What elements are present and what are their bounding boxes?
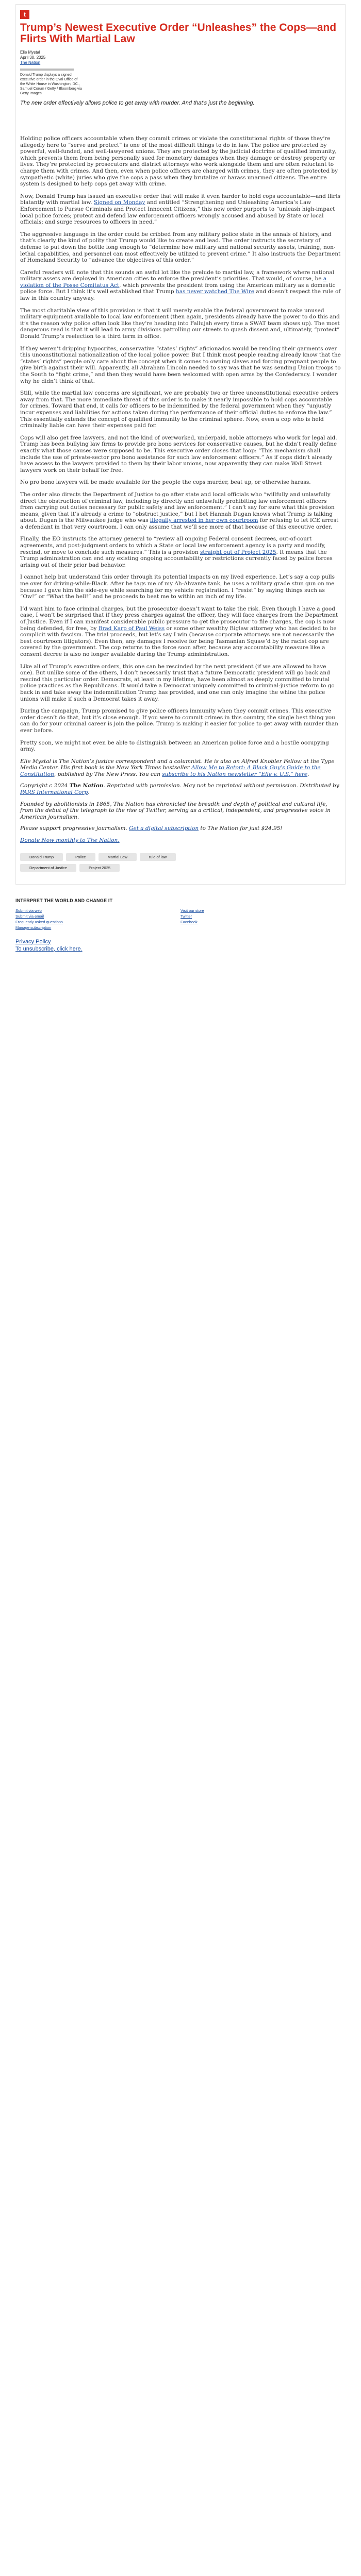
- text-run: and entitled “Strengthening and Unleashing America’s Law Enforcement to Pursue Criminals and Protect Innocent Citizens,” this new order purports to “unleash high-impact local police forces; protect and defend law enforcement officers wrongly accused and abused by State or local officials; and surge resources to officers in need.”: [20, 199, 335, 226]
- interpret-links: [15, 908, 346, 930]
- text-run: . Reprinted with permission. May not be reprinted without permission. Distributed by: [103, 783, 339, 789]
- text-run: Careful readers will note that this sounds an awful lot like the prelude to martial law, a framework where national military assets are deployed in American cities to enforce the president’s priorities. That would, of course, be: [20, 269, 335, 282]
- article-container: [15, 4, 346, 885]
- interpret-link[interactable]: Facebook: [180, 919, 198, 924]
- text-run: I cannot help but understand this order through its potential impacts on my lived experience. Let’s say a cop pulls me over for driving-while-Black. After he tags me of my Ah-Ahvante tank, he uses a military grade stun gun on me because I gave him the side-eye while searching for my vehicle registration. I “resist” by saying things such as “Ow!” or “What the hell!” and he proceeds to beat me to within an inch of my life.: [20, 574, 335, 600]
- tag-pill[interactable]: Project 2025: [79, 864, 120, 872]
- inline-link[interactable]: straight out of Project 2025: [200, 549, 276, 555]
- footer: [15, 938, 346, 953]
- text-run: or some other wealthy Biglaw attorney who has decided to be complicit with fascism. The trial proceeds, but let’s say I win (because corporate attorneys are not necessarily the best courtroom litigators). Even then, any damages I receive for being Tasmanian Squaw’d by the racist cop are covered by the government. The cop returns to the force soon after, because any accountability measure like a consent decree is also no longer available during the Trump administration.: [20, 625, 337, 657]
- body-paragraph-13: [20, 606, 341, 658]
- body-paragraph-14: [20, 664, 341, 703]
- bio-paragraph-1: [20, 758, 341, 778]
- outlet-link[interactable]: The Nation: [20, 60, 41, 65]
- inline-link[interactable]: Signed on Monday: [93, 199, 145, 206]
- inline-link[interactable]: Donate Now monthly to The Nation.: [20, 837, 120, 844]
- tag-pill[interactable]: Department of Justice: [20, 864, 76, 872]
- tag-pill[interactable]: Donald Trump: [20, 853, 63, 861]
- bio-paragraph-2: [20, 783, 341, 795]
- body-paragraph-5: [20, 308, 341, 340]
- interpret-link[interactable]: Twitter: [180, 913, 192, 919]
- interpret-link[interactable]: Manage subscription: [15, 925, 52, 930]
- bio-paragraph-4: [20, 825, 341, 832]
- inline-link[interactable]: Allow Me to Retort: A Black Guy’s Guide to the Constitution: [20, 765, 321, 777]
- body-paragraph-4: [20, 269, 341, 302]
- tag-pill[interactable]: rule of law: [140, 853, 176, 861]
- text-run: Elie Mystal is The Nation’s justice correspondent and a columnist. He is also an Alfred Knobler Fellow at the Type Media Center. His first book is the New York Times bestseller: [20, 758, 335, 771]
- publish-date: April 30, 2025: [20, 55, 46, 60]
- article-image: [20, 69, 74, 71]
- tag-pill[interactable]: Martial Law: [99, 853, 137, 861]
- text-run: .: [88, 789, 90, 796]
- text-run: .: [307, 771, 309, 777]
- inline-link[interactable]: PARS International Corp: [20, 789, 88, 796]
- body-paragraph-12: [20, 574, 341, 600]
- bold-text: The Nation: [69, 783, 104, 789]
- body-paragraph-6: [20, 346, 341, 385]
- image-caption: Donald Trump displays a signed executive order in the Oval Office of the White House in Washington, DC., Samuel Corum / Getty / Bloomberg via Getty Images: [20, 73, 82, 95]
- text-run: I’d want him to face criminal charges, but the prosecutor doesn’t want to take the risk. Even though I have a good case, I won’t be surprised that if they press charges against the officer, they will face charges from the Department of Justice. Even if I can manifest considerable public pressure to get the prosecutor to file charges, the cop is now being defended, for free, by: [20, 605, 338, 632]
- body-paragraph-3: [20, 231, 341, 264]
- text-run: Pretty soon, we might not even be able to distinguish between an American police force and a hostile occupying army.: [20, 739, 329, 753]
- text-run: The order also directs the Department of Justice to go after state and local officials who “willfully and unlawfully direct the obstruction of criminal law, including by directly and unlawfully prohibiting law enforcement officers from carrying out duties necessary for public safety and law enforcement.” I can’t say for sure what this provision means, given that it’s already a crime to “obstruct justice,” but I bet Hannah Dugan knows what Trump is talking about. Dugan is the Milwaukee judge who was: [20, 491, 335, 524]
- body-paragraph-7: [20, 390, 341, 429]
- headline: Trump’s Newest Executive Order “Unleashes” the Cops—and Flirts With Martial Law: [20, 22, 337, 45]
- text-run: for refusing to let ICE arrest a defendant in that very courtroom. I can only assume that we’ll see more of that because of this executive order.: [20, 517, 339, 530]
- text-run: Copyright c 2024: [20, 783, 70, 789]
- body-paragraph-10: [20, 492, 341, 531]
- text-run: Finally, the EO instructs the attorney general to “review all ongoing Federal consent decrees, out-of-court agreements, and post-judgment orders to which a State or local law enforcement agency is a party and modify, rescind, or move to conclude such measures.” This is a provision: [20, 536, 326, 555]
- body-paragraph-16: [20, 740, 341, 753]
- inline-link[interactable]: Brad Karp of Paul Weiss: [98, 625, 165, 632]
- body-paragraph-9: [20, 479, 341, 486]
- interpret-link[interactable]: Submit via email: [15, 913, 44, 919]
- text-run: Cops will also get free lawyers, and not the kind of overworked, underpaid, noble attorneys who work for legal aid. Trump has been bullying law firms to provide pro bono services for conservative causes, but he didn’t really define exactly what those causes were supposed to be. This executive order closes that loop: “This mechanism shall include the use of private-sector pro bono assistance for such law enforcement officers.” As if cops didn’t already have access to the lawyers provided to them by their labor unions, now apparently they can make Wall Street lawyers work on their behalf for free.: [20, 434, 337, 473]
- article-dek: The new order effectively allows police to get away with murder. And that’s just the beginning.: [20, 100, 255, 106]
- interpret-link[interactable]: Frequently asked questions: [15, 919, 63, 924]
- bio-paragraph-3: [20, 801, 341, 821]
- inline-link[interactable]: illegally arrested in her own courtroom: [150, 517, 258, 524]
- article-body: [20, 135, 341, 753]
- bio-paragraph-5: [20, 837, 341, 844]
- author-name: Elie Mystal: [20, 50, 40, 55]
- body-paragraph-8: [20, 435, 341, 474]
- interpret-link[interactable]: Submit via web: [15, 908, 42, 913]
- text-run: Please support progressive journalism.: [20, 825, 129, 832]
- page: [15, 0, 346, 953]
- text-run: The most charitable view of this provision is that it will merely enable the federal government to make unused military equipment available to local law enforcement (then again, presidents already have the power to do this and it’s the reason why police often look like they’re heading into Fallujah every time a SWAT team shows up). The most dangerous read is that it will lead to army divisions patrolling our streets to quash dissent and, ultimately, “protect” Donald Trump’s reelection to a third term in office.: [20, 307, 340, 340]
- text-run: The aggressive language in the order could be cribbed from any military police state in the annals of history, and that’s clearly the kind of polity that Trump would like to create and lead. The order instructs the secretary of defense to put down the bottle long enough to “determine how military and national security assets, training, non-lethal capabilities, and personnel can most effectively be utilized to prevent crime.” It also instructs the Department of Homeland Security to “advance the objectives of this order.”: [20, 231, 341, 264]
- body-paragraph-1: [20, 135, 341, 188]
- text-run: , which prevents the president from using the American military as a domestic police force. But I think it’s well established that Trump: [20, 282, 336, 295]
- text-run: Still, while the martial law concerns are significant, we are probably two or three unconstitutional executive orders away from that. The more immediate threat of this order is to make it nearly impossible to hold cops accountable for crimes. Toward that end, it calls for officers to be indemnified by the federal government when they “unjustly incur expenses and liabilities for actions taken during the performance of their official duties to enforce the law.” This essentially extends the concept of qualified immunity to the criminal sphere. Now, even a cop who is held criminally liable can have their expenses paid for.: [20, 390, 339, 429]
- inline-link[interactable]: Get a digital subscription: [129, 825, 199, 832]
- interpret-section-title: INTERPRET THE WORLD AND CHANGE IT: [15, 897, 113, 903]
- nation-logo-icon[interactable]: t: [20, 10, 29, 19]
- text-run: Holding police officers accountable when they commit crimes or violate the constitutional rights of those they’re allegedly here to “serve and protect” is one of the most difficult things to do in law. The police are protected by powerful, well-funded, and well-lawyered unions. They are protected by the judicial doctrine of qualified immunity, which prevents them from being personally sued for monetary damages when they damage or destroy property or lives. They’re protected by prosecutors and district attorneys who work alongside them and are often reluctant to charge them with crimes. And then, even when police officers are charged with crimes, they are often protected by sympathetic (white) juries who give the cops a pass when they brutalize or harass unarmed citizens. The entire system is designed to help cops get away with crime.: [20, 135, 338, 188]
- text-run: No pro bono lawyers will be made available for the people the cops murder, beat up, or otherwise harass.: [20, 479, 311, 486]
- text-run: and doesn’t respect the rule of law in this country anyway.: [20, 289, 341, 302]
- text-run: to The Nation for just $24.95!: [199, 825, 283, 832]
- author-bio: [20, 758, 341, 844]
- text-run: , published by The New Press. You can: [54, 771, 162, 777]
- text-run: Like all of Trump’s executive orders, this one can be rescinded by the next president (if we are allowed to have one). But unlike some of the others, I don’t necessarily trust that a future Democratic president will go back and rescind this particular order. Democrats, at least in my lifetime, have been almost as deeply committed to brutal police practices as the Republicans. It would take a Democrat uniquely committed to criminal-justice reform to go back in and take away the indemnification Trump has provided, and one can only imagine the whine the police unions will make if such a Democrat takes it away.: [20, 663, 335, 702]
- inline-link[interactable]: has never watched The Wire: [175, 289, 255, 295]
- privacy-policy-link[interactable]: Privacy Policy: [15, 938, 51, 945]
- text-run: Now, Donald Trump has issued an executive order that will make it even harder to hold cops accountable—and flirts blatantly with martial law.: [20, 193, 341, 206]
- text-run: Founded by abolitionists in 1865, The Nation has chronicled the breadth and depth of political and cultural life, from the debut of the telegraph to the rise of Twitter, serving as a critical, independent, and progressive voice in American journalism.: [20, 801, 331, 820]
- body-paragraph-11: [20, 536, 341, 568]
- body-paragraph-15: [20, 708, 341, 734]
- byline: [20, 50, 341, 65]
- tag-pill[interactable]: Police: [66, 853, 95, 861]
- text-run: During the campaign, Trump promised to give police officers immunity when they commit crimes. This executive order doesn’t do that, but it’s close enough. If you were to commit crimes in this country, the single best thing you can do for your criminal career is join the police. Trump is making it easier for police to get away with murder than ever before.: [20, 708, 338, 734]
- text-run: If they weren’t dripping hypocrites, conservative “states’ rights” aficionados would be rending their garments over this unconstitutional nationalization of the local police power. But I think most people reading already know that the “states’ rights” people only care about the concept when it comes to owning slaves and forcing pregnant people to give birth against their will. Apparently, all Abraham Lincoln needed to say was that he was sending Union troops to the South to “fight crime,” and then they would have been welcomed with open arms by the Confederacy. I wonder why he didn’t think of that.: [20, 345, 341, 384]
- inline-link[interactable]: subscribe to his Nation newsletter “Elie v. U.S.” here: [162, 771, 308, 777]
- text-run: . It means that the Trump administration can end any existing ongoing accountability or restrictions currently faced by police forces arising out of their prior bad behavior.: [20, 549, 333, 568]
- body-paragraph-2: [20, 193, 341, 226]
- inline-link[interactable]: a violation of the Posse Comitatus Act: [20, 276, 327, 289]
- tag-list: [20, 853, 185, 872]
- unsubscribe-link[interactable]: To unsubscribe, click here.: [15, 945, 83, 952]
- interpret-link[interactable]: Visit our store: [180, 908, 204, 913]
